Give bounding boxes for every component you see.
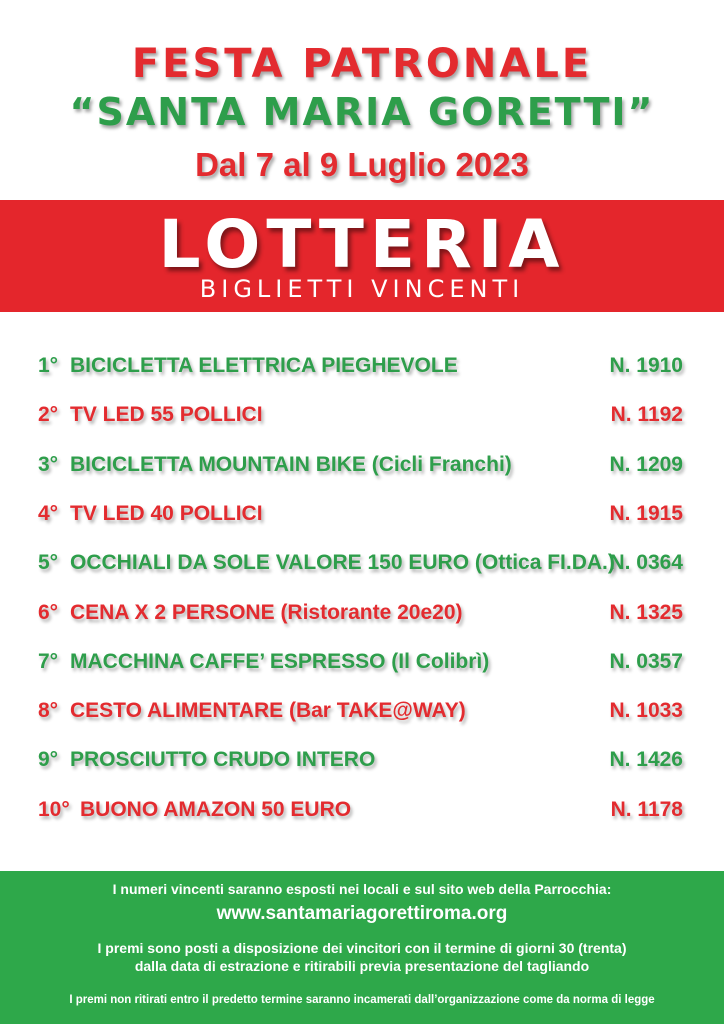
prize-description: BICICLETTA ELETTRICA PIEGHEVOLE (70, 354, 458, 377)
poster-header (0, 0, 724, 200)
prize-rank: 9° (38, 748, 59, 771)
prize-description: CENA X 2 PERSONE (Ristorante 20e20) (70, 601, 463, 624)
prize-rank: 6° (38, 601, 59, 624)
prize-row (38, 593, 683, 633)
footer-notice (0, 871, 724, 1024)
notice-unclaimed: I premi non ritirati entro il predetto termine saranno incamerati dall’organizzazione come da norma di legge (69, 994, 655, 1006)
prize-row (38, 445, 683, 485)
prize-description: BUONO AMAZON 50 EURO (80, 798, 352, 821)
prize-row (38, 494, 683, 534)
prize-rank: 1° (38, 354, 59, 377)
event-subtitle: “SANTA MARIA GORETTI” (69, 90, 655, 134)
winning-number: N. 1192 (610, 403, 683, 426)
prize-rank: 10° (38, 798, 70, 821)
prize-rank: 4° (38, 502, 59, 525)
notice-terms-line1: I premi sono posti a disposizione dei vincitori con il termine di giorni 30 (trenta) (97, 940, 627, 956)
prize-description: TV LED 55 POLLICI (70, 403, 263, 426)
winning-number: N. 0357 (609, 650, 683, 673)
winning-number: N. 1178 (610, 798, 683, 821)
lottery-subtitle: BIGLIETTI VINCENTI (199, 275, 525, 303)
prize-row (38, 395, 683, 435)
prize-rank: 2° (38, 403, 59, 426)
prize-rank: 5° (38, 551, 59, 574)
notice-numbers: I numeri vincenti saranno esposti nei locali e sul sito web della Parrocchia: (112, 881, 612, 897)
winning-number: N. 0364 (609, 551, 683, 574)
prize-row (38, 543, 683, 583)
prize-description: CESTO ALIMENTARE (Bar TAKE@WAY) (70, 699, 466, 722)
notice-terms-line2: dalla data di estrazione e ritirabili previa presentazione del tagliando (134, 958, 590, 974)
winning-number: N. 1325 (609, 601, 683, 624)
prize-row (38, 346, 683, 386)
winning-number: N. 1426 (609, 748, 683, 771)
prize-description: MACCHINA CAFFE’ ESPRESSO (Il Colibrì) (70, 650, 490, 673)
website-link[interactable]: www.santamariagorettiroma.org (216, 903, 508, 924)
winning-number: N. 1209 (609, 453, 683, 476)
prize-description: BICICLETTA MOUNTAIN BIKE (Cicli Franchi) (70, 453, 512, 476)
prize-description: TV LED 40 POLLICI (70, 502, 263, 525)
prize-rank: 7° (38, 650, 59, 673)
winning-number: N. 1910 (609, 354, 683, 377)
winning-number: N. 1915 (609, 502, 683, 525)
prize-rank: 8° (38, 699, 59, 722)
prize-description: PROSCIUTTO CRUDO INTERO (70, 748, 376, 771)
event-title: FESTA PATRONALE (131, 41, 593, 87)
prize-row (38, 790, 683, 830)
lottery-banner (0, 200, 724, 312)
prize-description: OCCHIALI DA SOLE VALORE 150 EURO (Ottica FI.DA.) (70, 551, 615, 574)
event-dates: Dal 7 al 9 Luglio 2023 (195, 146, 529, 183)
prize-row (38, 691, 683, 731)
prize-row (38, 740, 683, 780)
winning-number: N. 1033 (609, 699, 683, 722)
lottery-title: LOTTERIA (158, 206, 566, 283)
prize-row (38, 642, 683, 682)
prize-rank: 3° (38, 453, 59, 476)
